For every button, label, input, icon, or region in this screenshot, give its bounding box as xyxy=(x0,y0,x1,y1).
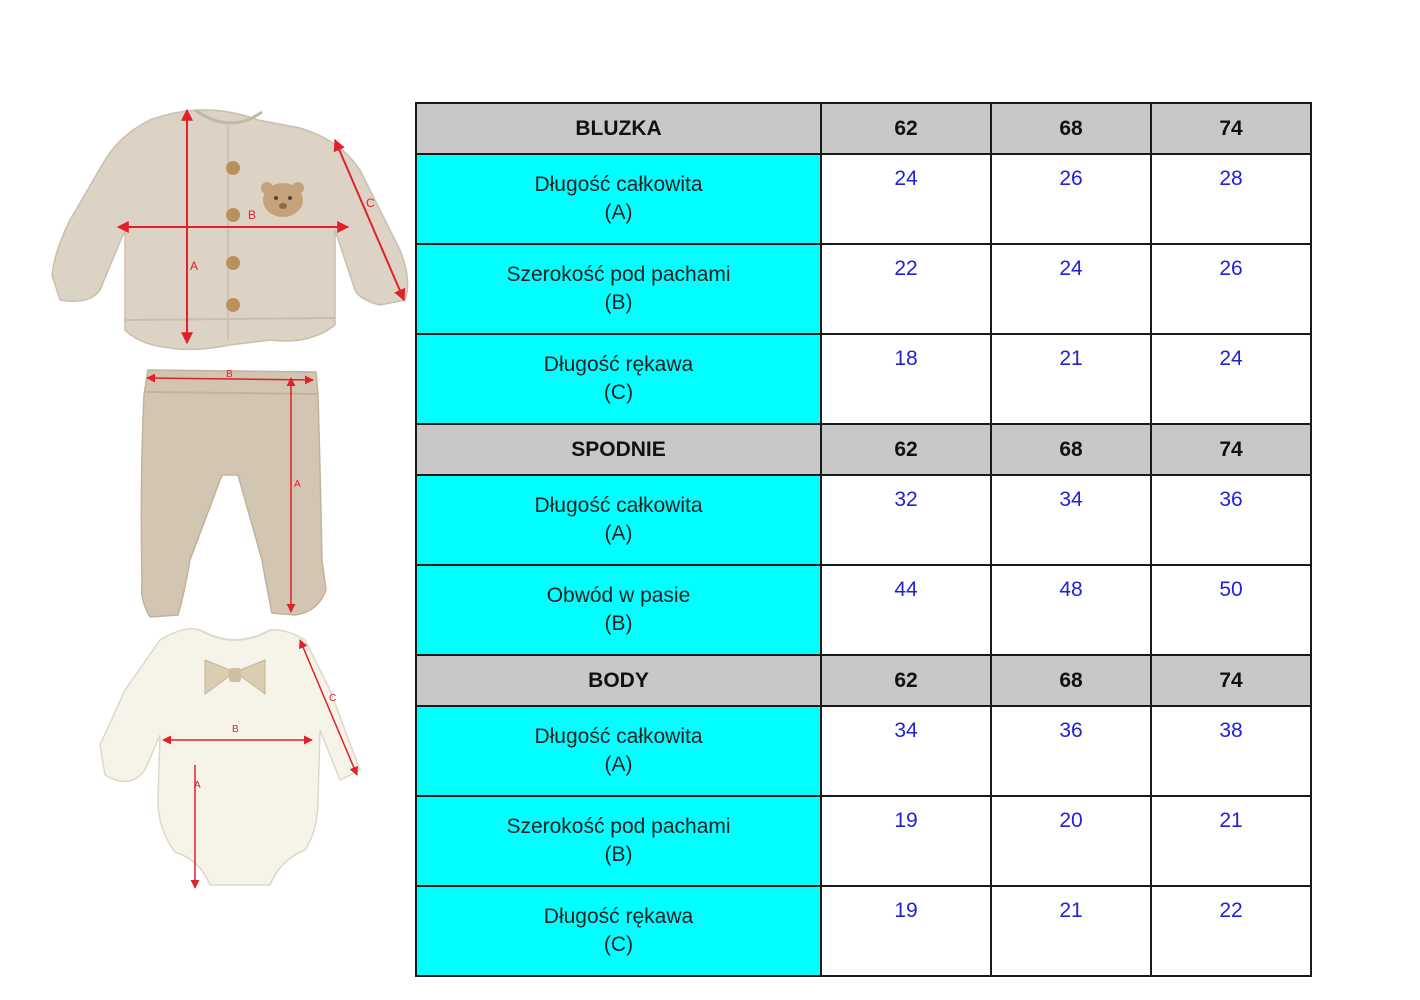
body-mark-b: B xyxy=(232,724,239,735)
measurement-value: 21 xyxy=(991,886,1151,976)
measurement-value: 22 xyxy=(821,244,991,334)
measurement-value: 34 xyxy=(821,706,991,796)
measurement-label: Długość całkowita (A) xyxy=(416,475,821,565)
size-header: 74 xyxy=(1151,655,1311,706)
jacket-illustration xyxy=(52,110,408,349)
measurement-label: Szerokość pod pachami (B) xyxy=(416,244,821,334)
table-row xyxy=(416,475,1311,565)
table-row xyxy=(416,334,1311,424)
measurement-label: Długość całkowita (A) xyxy=(416,706,821,796)
size-header: 74 xyxy=(1151,424,1311,475)
table-row xyxy=(416,244,1311,334)
section-header-bluzka xyxy=(416,103,1311,154)
measurement-value: 22 xyxy=(1151,886,1311,976)
button-icon xyxy=(226,256,240,270)
table-row xyxy=(416,886,1311,976)
size-header: 68 xyxy=(991,655,1151,706)
size-header: 74 xyxy=(1151,103,1311,154)
measurement-value: 26 xyxy=(1151,244,1311,334)
size-header: 62 xyxy=(821,103,991,154)
measurement-value: 24 xyxy=(1151,334,1311,424)
measurement-value: 38 xyxy=(1151,706,1311,796)
measurement-value: 28 xyxy=(1151,154,1311,244)
measurement-value: 19 xyxy=(821,886,991,976)
measurement-value: 44 xyxy=(821,565,991,655)
table-row xyxy=(416,796,1311,886)
body-mark-c: C xyxy=(329,693,337,704)
measurement-value: 26 xyxy=(991,154,1151,244)
measurement-value: 34 xyxy=(991,475,1151,565)
button-icon xyxy=(226,298,240,312)
table-row xyxy=(416,706,1311,796)
jacket-mark-b: B xyxy=(248,208,257,222)
jacket-mark-a: A xyxy=(190,259,199,273)
measurement-value: 20 xyxy=(991,796,1151,886)
pants-illustration xyxy=(141,369,326,617)
size-header: 62 xyxy=(821,424,991,475)
section-title: SPODNIE xyxy=(416,424,821,475)
measurement-label: Długość rękawa (C) xyxy=(416,886,821,976)
section-header-body xyxy=(416,655,1311,706)
size-header: 68 xyxy=(991,103,1151,154)
table-row xyxy=(416,154,1311,244)
measurement-label: Obwód w pasie (B) xyxy=(416,565,821,655)
pants-mark-b: B xyxy=(226,369,233,380)
table-row xyxy=(416,565,1311,655)
measurement-value: 50 xyxy=(1151,565,1311,655)
measurement-label: Szerokość pod pachami (B) xyxy=(416,796,821,886)
measurement-value: 19 xyxy=(821,796,991,886)
pants-mark-a: A xyxy=(294,479,301,490)
size-chart-table xyxy=(415,102,1312,977)
measurement-value: 21 xyxy=(1151,796,1311,886)
size-header: 68 xyxy=(991,424,1151,475)
measurement-value: 32 xyxy=(821,475,991,565)
measurement-value: 21 xyxy=(991,334,1151,424)
measurement-label: Długość całkowita (A) xyxy=(416,154,821,244)
measurement-value: 36 xyxy=(991,706,1151,796)
measurement-label: Długość rękawa (C) xyxy=(416,334,821,424)
jacket-mark-c: C xyxy=(366,196,375,210)
measurement-value: 48 xyxy=(991,565,1151,655)
measurement-value: 18 xyxy=(821,334,991,424)
button-icon xyxy=(226,161,240,175)
measurement-value: 24 xyxy=(821,154,991,244)
button-icon xyxy=(226,208,240,222)
section-title: BLUZKA xyxy=(416,103,821,154)
measurement-value: 36 xyxy=(1151,475,1311,565)
size-header: 62 xyxy=(821,655,991,706)
garment-illustrations xyxy=(0,0,420,1000)
garment-drawings xyxy=(0,0,420,1000)
section-title: BODY xyxy=(416,655,821,706)
measurement-value: 24 xyxy=(991,244,1151,334)
section-header-spodnie xyxy=(416,424,1311,475)
body-mark-a: A xyxy=(194,780,201,791)
bodysuit-illustration xyxy=(100,629,360,888)
